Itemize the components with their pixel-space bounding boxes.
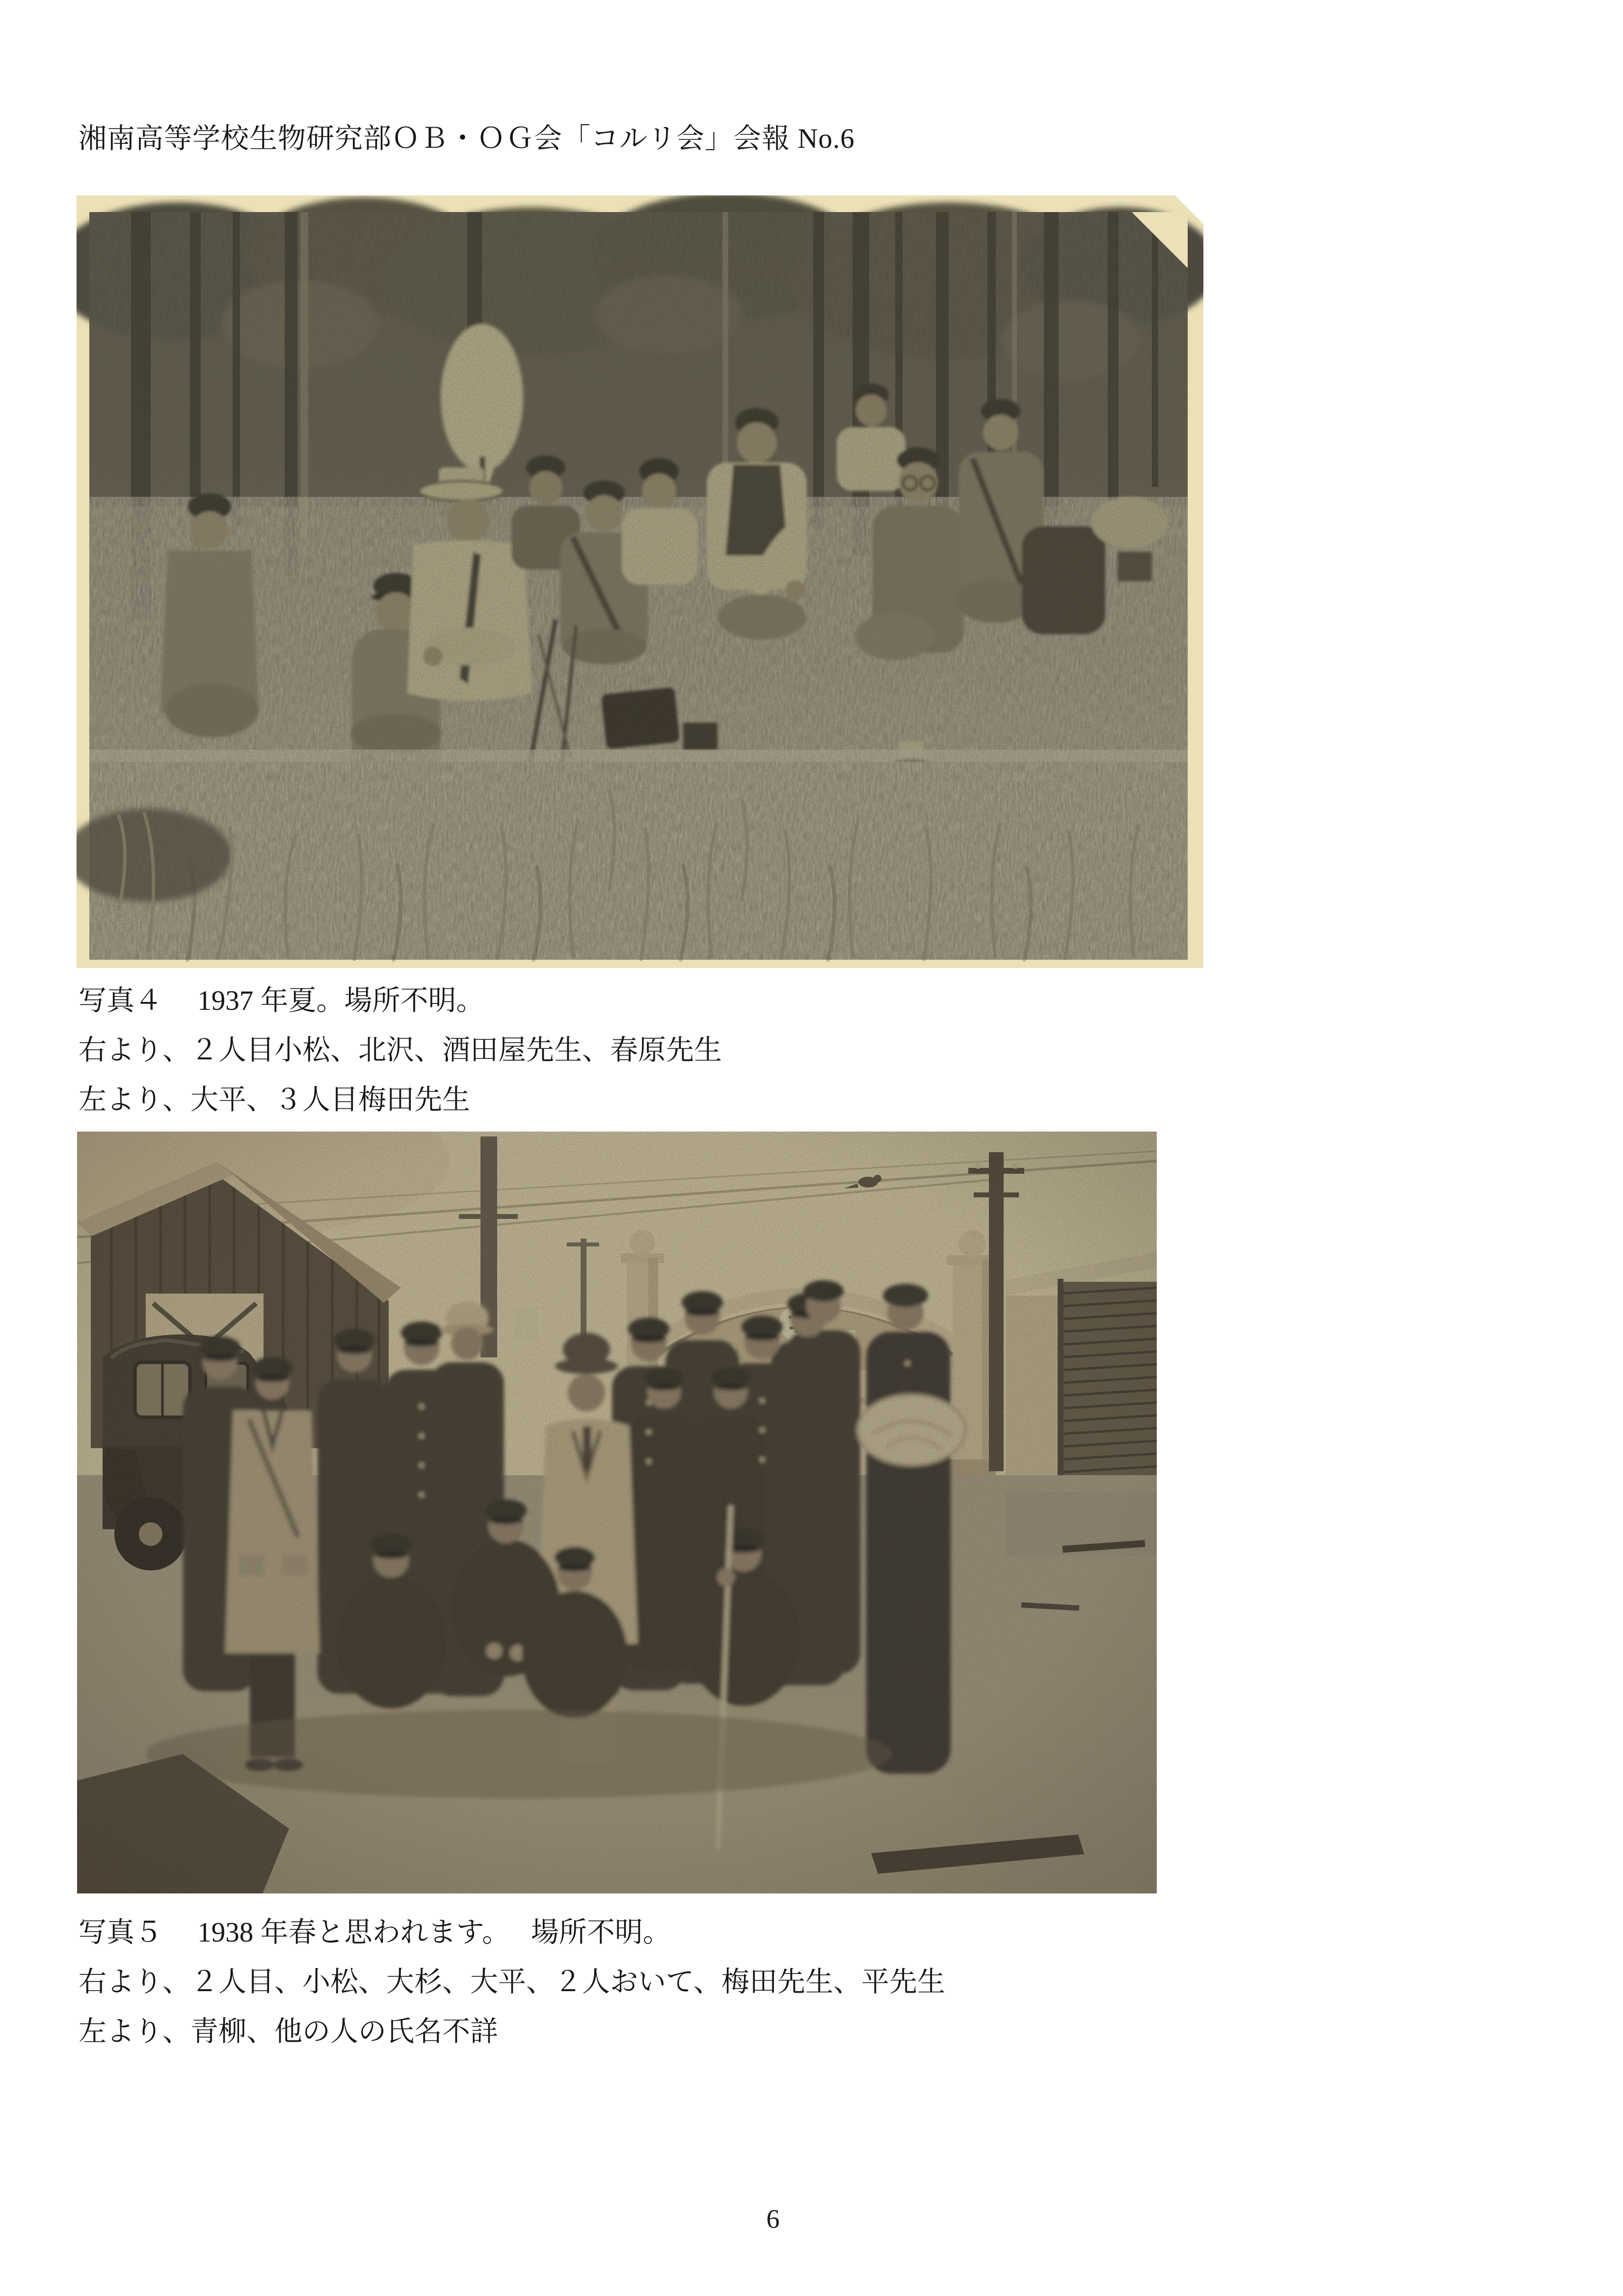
photo-5-caption-title: 写真５ 1938 年春と思われます。 場所不明。 (79, 1917, 671, 1948)
photo-4-caption-from-right: 右より、２人目小松、北沢、酒田屋先生、春原先生 (79, 1035, 722, 1066)
photo-5-caption-from-right: 右より、２人目、小松、大杉、大平、２人おいて、梅田先生、平先生 (79, 1967, 945, 1998)
photo-5-caption-from-left: 左より、青柳、他の人の氏名不詳 (79, 2016, 498, 2047)
photo-5-scene (77, 1132, 1157, 1893)
photo-4-caption (79, 976, 1526, 1125)
photo-4-image (77, 195, 1203, 960)
photo-4-caption-from-left: 左より、大平、３人目梅田先生 (79, 1084, 470, 1115)
page-header: 湘南高等学校生物研究部ＯＢ・ＯＧ会「コルリ会」会報 No.6 (79, 123, 855, 154)
photo-4-scene (77, 195, 1203, 968)
photo-4-caption-title: 写真４ 1937 年夏。場所不明。 (79, 985, 484, 1016)
page-number: 6 (766, 2204, 780, 2234)
photo-5 (77, 1132, 1157, 1893)
photo-5-caption (79, 1908, 1526, 2056)
photo-4 (77, 195, 1203, 968)
